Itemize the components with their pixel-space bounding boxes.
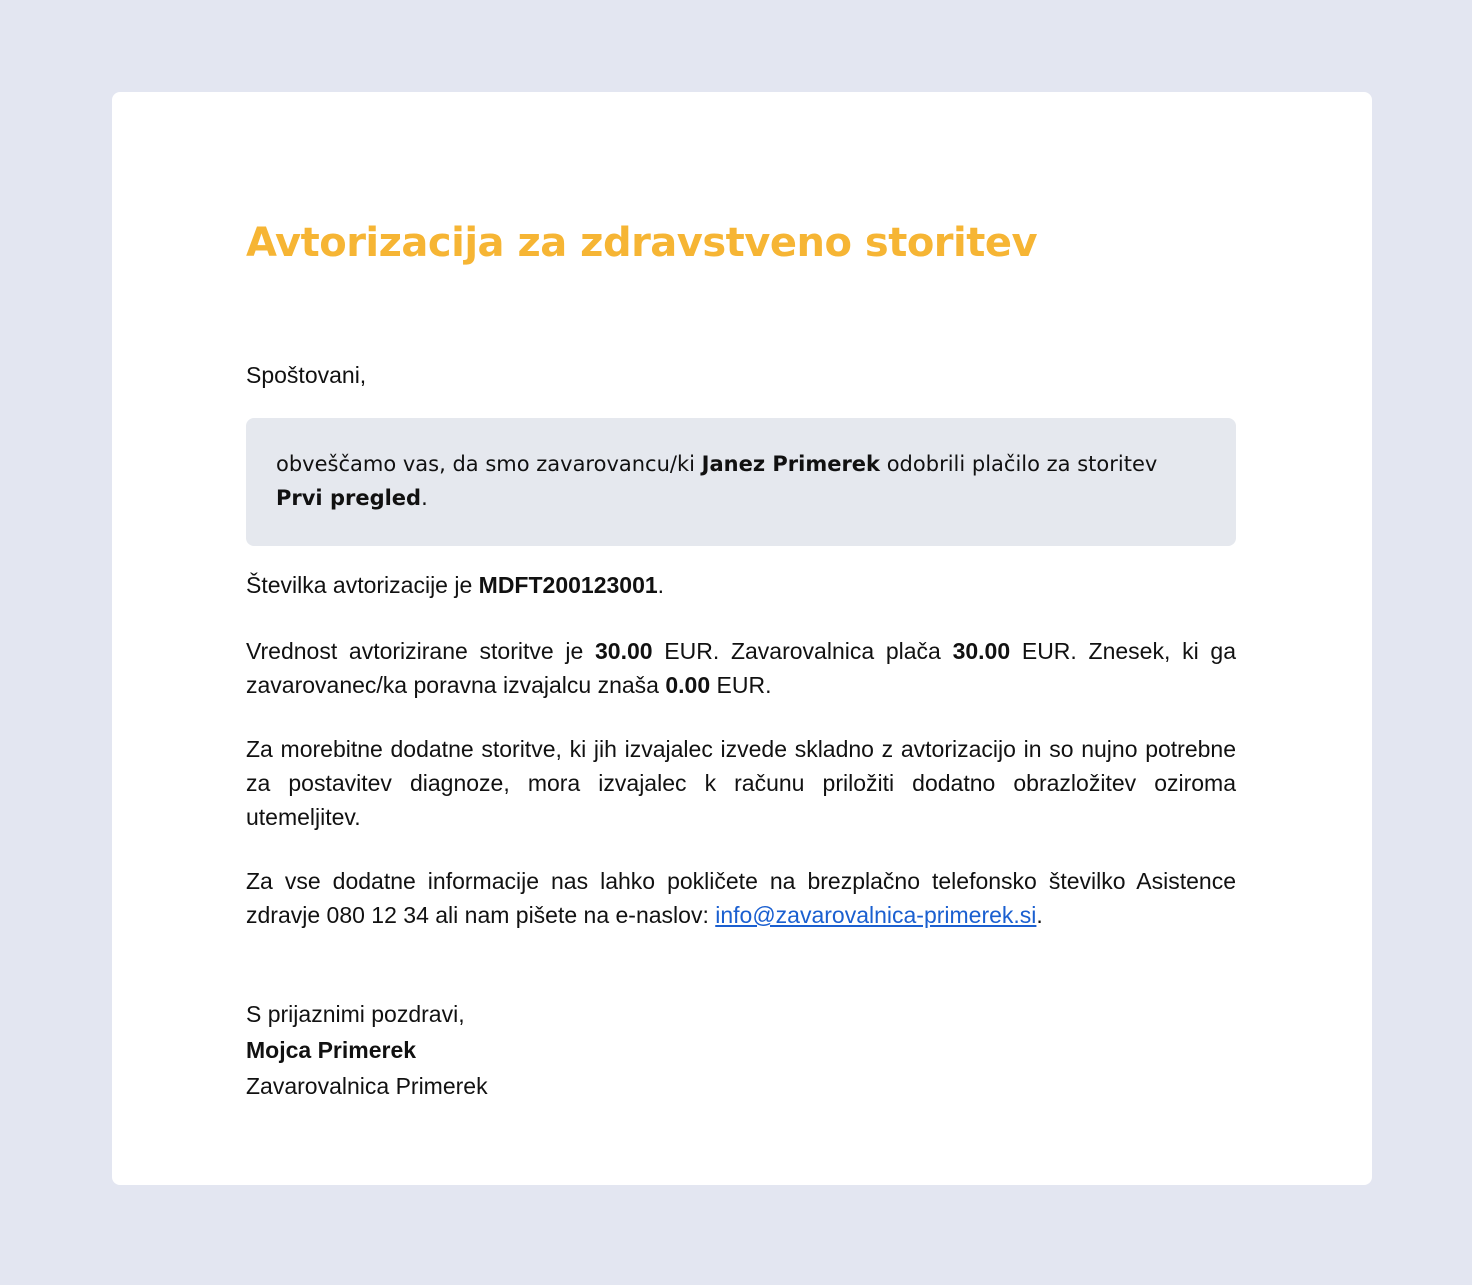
contact-text: Za vse dodatne informacije nas lahko pokličete na brezplačno telefonsko številko Asistence zdravje 080 12 34 ali nam pišete na e-naslov: [246,868,1236,928]
amounts-text-3: EUR. Znesek, ki ga zavarovanec/ka poravna izvajalcu znaša [246,638,1236,698]
additional-services-paragraph: Za morebitne dodatne storitve, ki jih izvajalec izvede skladno z avtorizacijo in so nujno potrebne za postavitev diagnoze, mora izvajalec k računu priložiti dodatno obrazložitev oziroma utemeljitev. [246,736,1236,830]
signature-company: Zavarovalnica Primerek [246,1073,488,1099]
signature-closing: S prijaznimi pozdravi, [246,1001,465,1027]
authorization-paragraph [246,568,1236,602]
authorization-prefix: Številka avtorizacije je [246,572,479,598]
amounts-text-2: EUR. Zavarovalnica plača [652,638,953,664]
amounts-text-4: EUR. [710,672,772,698]
authorization-number: MDFT200123001 [478,572,658,598]
signature-name [246,1032,488,1068]
notice-prefix: obveščamo vas, da smo zavarovancu/ki [276,452,702,476]
insured-pays-amount: 0.00 [665,672,711,698]
signer-name: Mojca Primerek [246,1037,417,1063]
insurer-pays-amount: 30.00 [952,638,1011,664]
amounts-text-1: Vrednost avtorizirane storitve je [246,638,596,664]
service-value: 30.00 [595,638,653,664]
approval-notice-box [246,418,1236,546]
notice-middle: odobrili plačilo za storitev [880,452,1158,476]
authorization-suffix: . [657,572,665,598]
service-name: Prvi pregled [276,486,422,510]
contact-suffix: . [1036,902,1043,928]
amounts-paragraph [246,634,1236,702]
signature-block [246,996,488,1104]
contact-email-link[interactable]: info@zavarovalnica-primerek.si [715,902,1037,928]
contact-paragraph [246,864,1236,932]
email-card [112,92,1372,1185]
email-title: Avtorizacija za zdravstveno storitev [246,220,1038,266]
insured-name: Janez Primerek [701,452,881,476]
greeting: Spoštovani, [246,362,367,388]
notice-suffix: . [421,486,428,510]
